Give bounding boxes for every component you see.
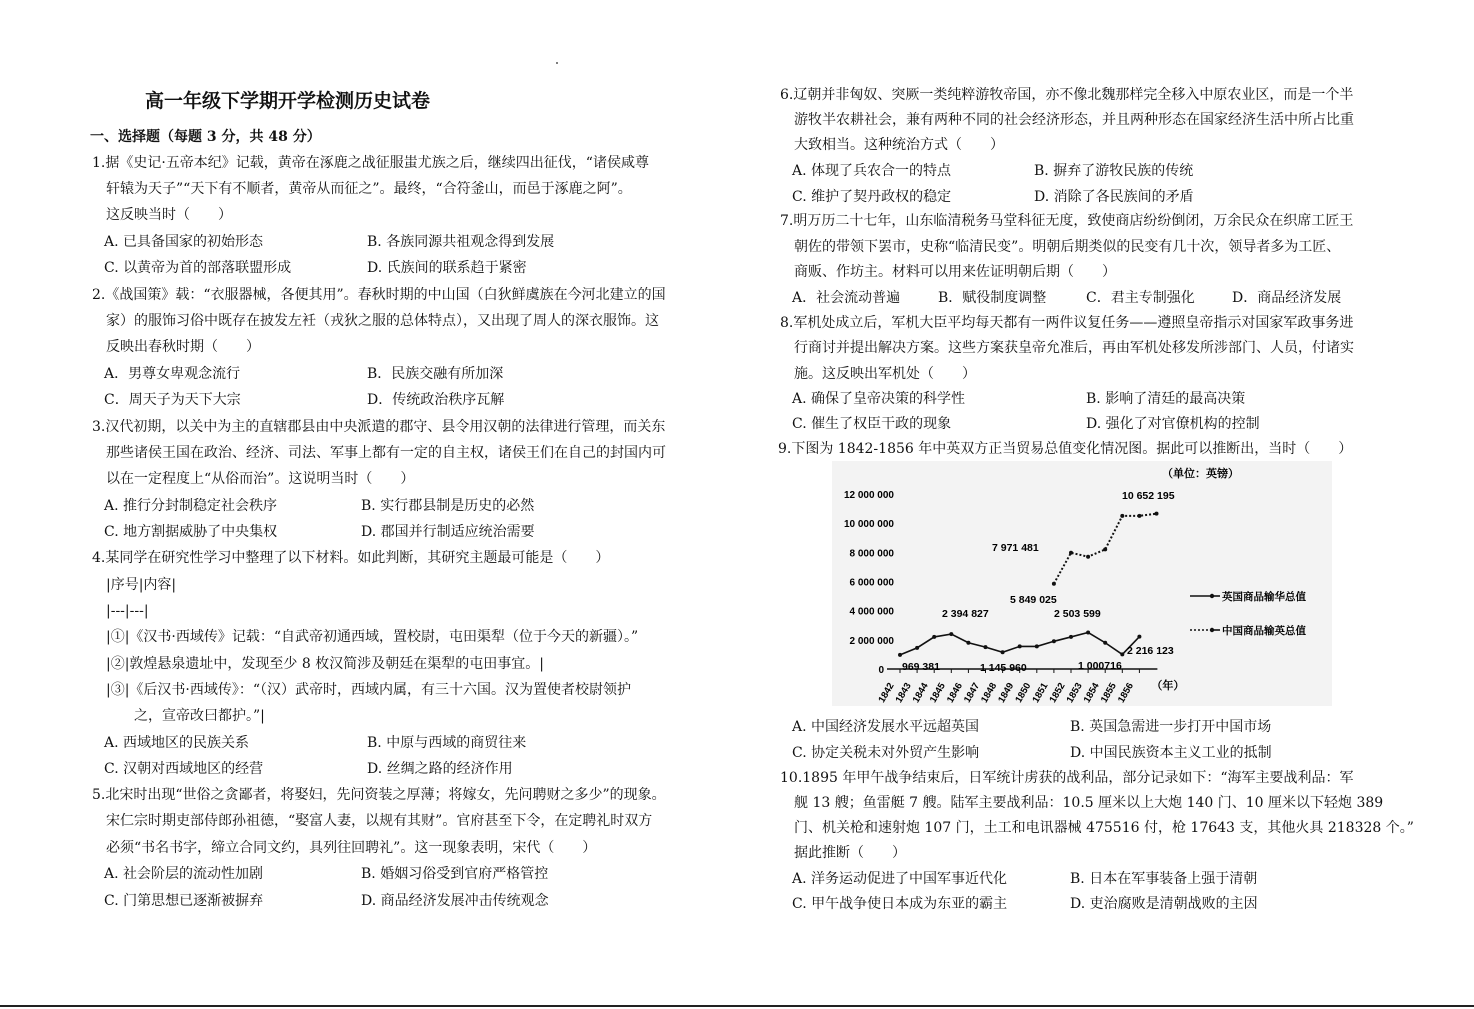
question-text: 2.《战国策》载：“衣服器械，各便其用”。春秋时期的中山国（白狄鲜虞族在今河北建立的国 <box>92 287 666 303</box>
question-text: 那些诸侯王国在政治、经济、司法、军事上都有一定的自主权，诸侯王们在自己的封国内可 <box>106 445 666 461</box>
question-text: 宋仁宗时期吏部侍郎孙祖德，“娶富人妻，以规有其财”。官府甚至下令，在定聘礼时双方 <box>106 813 653 829</box>
option-d[interactable]: D．传统政治秩序瓦解 <box>367 392 505 408</box>
data-point <box>1155 512 1159 516</box>
data-label: 2 394 827 <box>942 608 989 620</box>
option-a[interactable]: A．社会流动普遍 <box>792 290 901 306</box>
question-text: 据此推断（ ） <box>794 845 906 861</box>
data-label: 1 145 960 <box>980 662 1027 674</box>
x-tick-label: 1850 <box>1013 681 1034 705</box>
data-label: 7 971 481 <box>992 542 1039 554</box>
option-a[interactable]: A. 中国经济发展水平远超英国 <box>792 719 980 735</box>
data-point <box>1052 639 1056 643</box>
page-title: 高一年级下学期开学检测历史试卷 <box>145 90 431 112</box>
trade-chart <box>832 461 1332 706</box>
table-line: |①|《汉书·西域传》记载：“自武帝初通西域，置校尉，屯田渠犁（位于今天的新疆）。” <box>106 629 639 645</box>
x-tick-label: 1849 <box>996 681 1017 705</box>
x-tick-label: 1856 <box>1115 681 1136 705</box>
x-tick-label: 1847 <box>962 681 983 705</box>
option-a[interactable]: A. 社会阶层的流动性加剧 <box>104 866 264 882</box>
data-point <box>932 635 936 639</box>
question-text: 反映出春秋时期（ ） <box>106 339 260 355</box>
question-text: 8.军机处成立后，军机大臣平均每天都有一两件议复任务——遵照皇帝指示对国家军政事务进 <box>780 315 1354 331</box>
option-c[interactable]: C. 地方割据威胁了中央集权 <box>104 524 278 540</box>
stray-mark <box>556 62 558 64</box>
x-tick-label: 1848 <box>979 681 1000 705</box>
question-text: 舰 13 艘；鱼雷艇 7 艘。陆军主要战利品：10.5 厘米以上大炮 140 门、10 厘米以下轻炮 389 <box>794 795 1384 811</box>
option-b[interactable]: B. 日本在军事装备上强于清朝 <box>1070 871 1258 887</box>
y-tick-label: 12 000 000 <box>843 490 894 501</box>
x-tick-label: 1845 <box>927 681 948 705</box>
section-heading: 一、选择题（每题 3 分，共 48 分） <box>90 129 321 145</box>
question-text: 朝佐的带领下罢市，史称“临清民变”。明朝后期类似的民变有几十次，领导者多为工匠、 <box>794 239 1341 255</box>
option-a[interactable]: A. 西域地区的民族关系 <box>104 735 250 751</box>
question-text: 商贩、作坊主。材料可以用来佐证明朝后期（ ） <box>794 264 1116 280</box>
question-text: 大致相当。这种统治方式（ ） <box>794 137 1004 153</box>
option-b[interactable]: B. 各族同源共祖观念得到发展 <box>367 234 555 250</box>
option-d[interactable]: D. 丝绸之路的经济作用 <box>367 761 513 777</box>
data-point <box>898 653 902 657</box>
option-b[interactable]: B．赋役制度调整 <box>938 290 1047 306</box>
table-line: |③|《后汉书·西域传》：“（汉）武帝时，西域内属，有三十六国。汉为置使者校尉领护 <box>106 682 632 698</box>
question-text: 家）的服饰习俗中既存在披发左衽（戎狄之服的总体特点），又出现了周人的深衣服饰。这 <box>106 313 659 329</box>
y-tick-label: 8 000 000 <box>849 548 894 560</box>
option-d[interactable]: D. 氏族间的联系趋于紧密 <box>367 260 527 276</box>
option-d[interactable]: D. 强化了对官僚机构的控制 <box>1086 416 1260 432</box>
option-d[interactable]: D. 郡国并行制适应统治需要 <box>361 524 535 540</box>
data-point <box>1018 644 1022 648</box>
x-tick-label: 1846 <box>944 681 965 705</box>
data-label: 2 503 599 <box>1054 608 1101 620</box>
data-point <box>1001 650 1005 654</box>
table-line: |序号|内容| <box>106 577 177 593</box>
option-c[interactable]: C. 甲午战争使日本成为东亚的霸主 <box>792 896 1008 912</box>
option-a[interactable]: A. 确保了皇帝决策的科学性 <box>792 391 966 407</box>
x-tick-label: 1842 <box>876 681 897 705</box>
option-d[interactable]: D．商品经济发展 <box>1232 290 1342 306</box>
question-text: 9.下图为 1842-1856 年中英双方正当贸易总值变化情况图。据此可以推断出，当时（ ） <box>778 441 1353 457</box>
table-line: |②|敦煌悬泉遗址中，发现至少 8 枚汉简涉及朝廷在渠犁的屯田事宜。| <box>106 656 544 672</box>
option-d[interactable]: D. 中国民族资本主义工业的抵制 <box>1070 745 1272 761</box>
option-a[interactable]: A. 推行分封制稳定社会秩序 <box>104 498 278 514</box>
y-tick-label: 10 000 000 <box>843 519 894 531</box>
table-line: 之，宣帝改曰都护。”| <box>134 708 265 724</box>
x-tick-label: 1852 <box>1047 681 1068 705</box>
question-text: 4.某同学在研究性学习中整理了以下材料。如此判断，其研究主题最可能是（ ） <box>92 550 610 566</box>
data-label: 1 000716 <box>1078 660 1122 672</box>
data-label: 2 216 123 <box>1127 645 1174 657</box>
option-d[interactable]: D. 吏治腐败是清朝战败的主因 <box>1070 896 1258 912</box>
option-d[interactable]: D. 消除了各民族间的矛盾 <box>1034 189 1194 205</box>
data-point <box>915 646 919 650</box>
x-tick-label: 1855 <box>1098 681 1119 705</box>
option-b[interactable]: B. 影响了清廷的最高决策 <box>1086 391 1246 407</box>
question-text: 5.北宋时出现“世俗之贪鄙者，将娶妇，先问资装之厚薄；将嫁女，先问聘财之多少”的现象。 <box>92 787 666 803</box>
legend-label: 英国商品输华总值 <box>1222 591 1306 603</box>
option-b[interactable]: B. 摒弃了游牧民族的传统 <box>1034 163 1194 179</box>
data-point <box>1035 644 1039 648</box>
option-c[interactable]: C. 催生了权臣干政的现象 <box>792 416 952 432</box>
option-b[interactable]: B. 实行郡县制是历史的必然 <box>361 498 535 514</box>
question-text: 门、机关枪和速射炮 107 门，土工和电讯器械 475516 付，枪 17643 支，其他火具 218328 个。” <box>794 820 1414 836</box>
option-c[interactable]: C. 维护了契丹政权的稳定 <box>792 189 952 205</box>
legend-label: 中国商品输英总值 <box>1222 625 1306 637</box>
option-c[interactable]: C. 协定关税未对外贸产生影响 <box>792 745 980 761</box>
question-text: 施。这反映出军机处（ ） <box>794 366 976 382</box>
data-point <box>1103 641 1107 645</box>
data-point <box>966 641 970 645</box>
question-text: 行商讨并提出解决方案。这些方案获皇帝允准后，再由军机处移发所涉部门、人员，付诸实 <box>794 340 1354 356</box>
x-tick-label: 1843 <box>893 681 914 705</box>
data-point <box>1103 547 1107 551</box>
page-bottom-rule <box>0 1005 1474 1007</box>
question-text: 游牧半农耕社会，兼有两种不同的社会经济形态，并且两种形态在国家经济生活中所占比重 <box>794 112 1354 128</box>
unit-label: （单位：英镑） <box>1162 468 1239 480</box>
data-point <box>1069 551 1073 555</box>
data-point <box>1086 630 1090 634</box>
question-text: 6.辽朝并非匈奴、突厥一类纯粹游牧帝国，亦不像北魏那样完全移入中原农业区，而是一个半 <box>780 87 1354 103</box>
question-text: 1.据《史记·五帝本纪》记载，黄帝在涿鹿之战征服蚩尤族之后，继续四出征伐，“诸侯咸尊 <box>92 155 649 171</box>
x-tick-label: 1853 <box>1064 681 1085 705</box>
option-a[interactable]: A. 洋务运动促进了中国军事近代化 <box>792 871 1008 887</box>
x-tick-label: 1854 <box>1081 681 1102 705</box>
question-text: 这反映当时（ ） <box>106 207 232 223</box>
data-point <box>1137 635 1141 639</box>
option-c[interactable]: C．君主专制强化 <box>1086 290 1195 306</box>
table-line: |---|---| <box>106 603 149 619</box>
data-point <box>1137 514 1141 518</box>
data-point <box>1120 652 1124 656</box>
option-d[interactable]: D. 商品经济发展冲击传统观念 <box>361 893 549 909</box>
option-c[interactable]: C. 汉朝对西域地区的经营 <box>104 761 264 777</box>
question-text: 10.1895 年甲午战争结束后，日军统计虏获的战利品，部分记录如下：“海军主要战利品：军 <box>780 770 1354 786</box>
data-point <box>949 632 953 636</box>
option-c[interactable]: C. 门第思想已逐渐被摒弃 <box>104 893 264 909</box>
y-tick-label: 6 000 000 <box>849 577 894 589</box>
data-point <box>1052 582 1056 586</box>
data-point <box>1069 635 1073 639</box>
x-tick-label: 1844 <box>910 681 931 705</box>
option-b[interactable]: B. 英国急需进一步打开中国市场 <box>1070 719 1272 735</box>
question-text: 必须“书名书字，缔立合同文约，具列往回聘礼”。这一现象表明，宋代（ ） <box>106 840 597 856</box>
option-b[interactable]: B. 婚姻习俗受到官府严格管控 <box>361 866 549 882</box>
data-label: 5 849 025 <box>1010 594 1057 606</box>
x-axis-unit: （年） <box>1151 680 1185 692</box>
option-b[interactable]: B．民族交融有所加深 <box>367 366 504 382</box>
data-label: 10 652 195 <box>1122 490 1175 502</box>
y-tick-label: 4 000 000 <box>849 606 894 618</box>
option-b[interactable]: B. 中原与西域的商贸往来 <box>367 735 527 751</box>
option-c[interactable]: C. 以黄帝为首的部落联盟形成 <box>104 260 292 276</box>
question-text: 3.汉代初期，以关中为主的直辖郡县由中央派遣的郡守、县令用汉朝的法律进行管理，而关东 <box>92 419 666 435</box>
data-point <box>984 645 988 649</box>
question-text: 7.明万历二十七年，山东临清税务马堂科征无度，致使商店纷纷倒闭，万余民众在织席工匠王 <box>780 213 1354 229</box>
option-a[interactable]: A. 已具备国家的初始形态 <box>104 234 264 250</box>
question-text: 以在一定程度上“从俗而治”。这说明当时（ ） <box>106 471 415 487</box>
data-label: 969 381 <box>902 661 940 673</box>
data-point <box>1120 514 1124 518</box>
x-tick-label: 1851 <box>1030 681 1051 705</box>
question-text: 轩辕为天子”“天下有不顺者，黄帝从而征之”。最终，“合符釜山，而邑于涿鹿之阿”。 <box>106 181 632 197</box>
option-c[interactable]: C．周天子为天下大宗 <box>104 392 241 408</box>
y-tick-label: 0 <box>878 665 884 676</box>
y-tick-label: 2 000 000 <box>849 635 894 647</box>
option-a[interactable]: A．男尊女卑观念流行 <box>104 366 241 382</box>
option-a[interactable]: A. 体现了兵农合一的特点 <box>792 163 952 179</box>
data-point <box>1086 555 1090 559</box>
